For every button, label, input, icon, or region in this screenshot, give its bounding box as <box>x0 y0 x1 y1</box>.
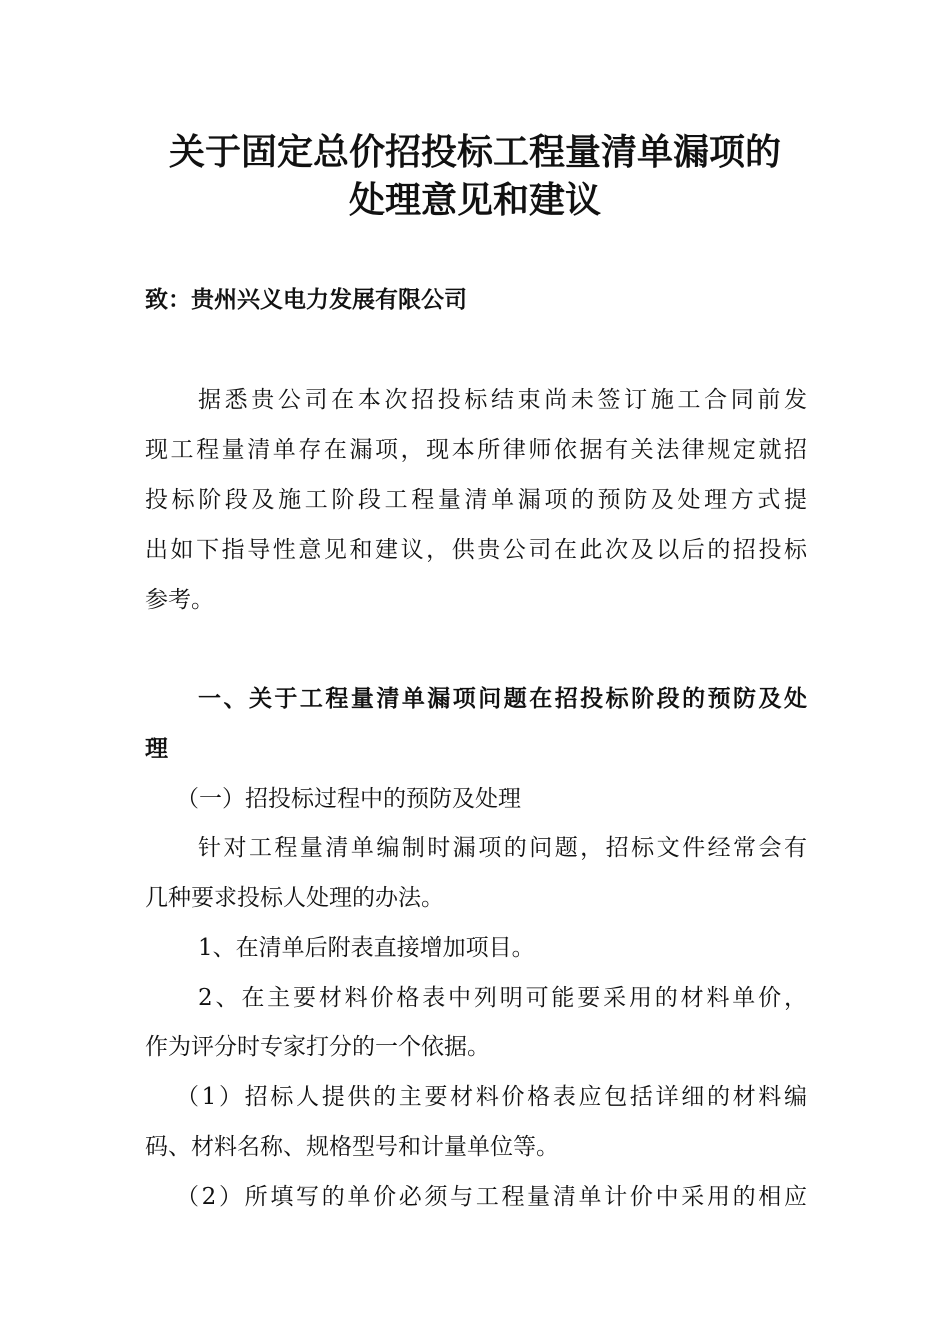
intro-line: 投标阶段及施工阶段工程量清单漏项的预防及处理方式提 <box>145 487 807 513</box>
list-item: 2、在主要材料价格表中列明可能要采用的材料单价， <box>198 985 807 1011</box>
list-item: 作为评分时专家打分的一个依据。 <box>145 1034 490 1060</box>
list-subitem: 码、材料名称、规格型号和计量单位等。 <box>145 1134 559 1160</box>
document-title-line-1: 关于固定总价招投标工程量清单漏项的 <box>168 131 781 173</box>
section-heading: 一、关于工程量清单漏项问题在招投标阶段的预防及处 <box>198 685 807 712</box>
section-heading: 理 <box>145 735 168 762</box>
intro-line: 现工程量清单存在漏项，现本所律师依据有关法律规定就招 <box>145 437 807 463</box>
list-subitem: （1）招标人提供的主要材料价格表应包括详细的材料编 <box>176 1084 807 1110</box>
paragraph-line: 几种要求投标人处理的办法。 <box>145 885 444 911</box>
intro-line: 据悉贵公司在本次招投标结束尚未签订施工合同前发 <box>198 387 807 413</box>
intro-line: 参考。 <box>145 587 214 613</box>
list-subitem: （2）所填写的单价必须与工程量清单计价中采用的相应 <box>176 1184 807 1210</box>
list-item: 1、在清单后附表直接增加项目。 <box>198 935 535 961</box>
paragraph-line: 针对工程量清单编制时漏项的问题，招标文件经常会有 <box>198 835 807 861</box>
subsection-heading: （一）招投标过程中的预防及处理 <box>176 786 521 812</box>
addressee: 致：贵州兴义电力发展有限公司 <box>145 286 467 313</box>
intro-line: 出如下指导性意见和建议，供贵公司在此次及以后的招投标 <box>145 537 807 563</box>
document-title-line-2: 处理意见和建议 <box>348 179 601 221</box>
